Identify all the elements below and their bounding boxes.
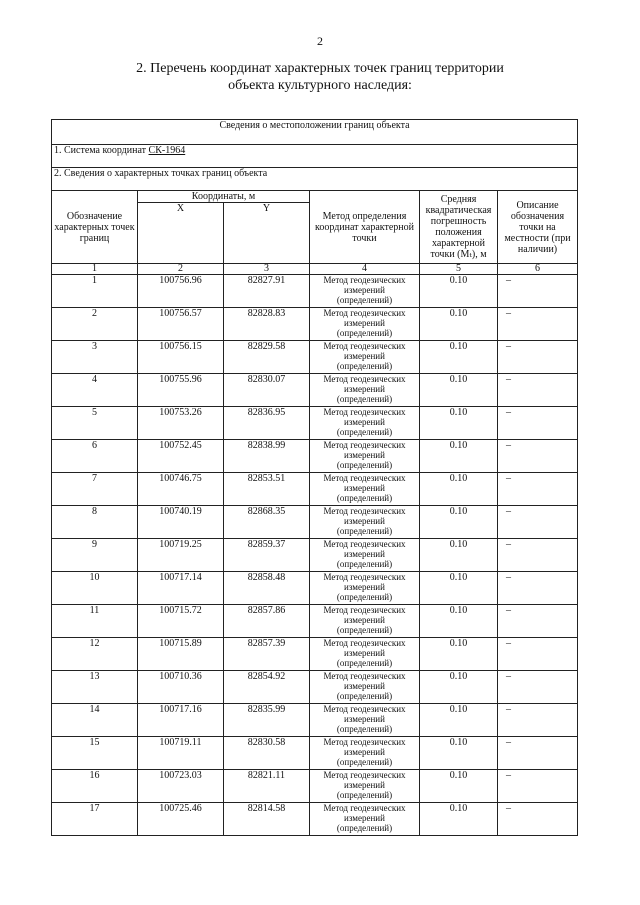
x-coordinate-cell: 100717.14 — [138, 572, 224, 605]
method-text-line: Метод геодезических — [323, 605, 406, 615]
table-row — [52, 638, 578, 671]
y-coordinate-cell: 82868.35 — [224, 506, 310, 539]
error-cell: 0.10 — [420, 374, 498, 407]
error-cell: 0.10 — [420, 473, 498, 506]
method-text-line: (определений) — [336, 394, 393, 404]
description-cell: – — [498, 737, 578, 770]
x-coordinate-cell: 100723.03 — [138, 770, 224, 803]
point-number-cell: 8 — [52, 506, 138, 539]
method-text-line: (определений) — [336, 658, 393, 668]
table-row — [52, 275, 578, 308]
table-row — [52, 671, 578, 704]
point-number-cell: 7 — [52, 473, 138, 506]
error-cell: 0.10 — [420, 572, 498, 605]
method-cell — [310, 671, 420, 704]
method-text-line: измерений — [344, 615, 385, 625]
title-line-1: 2. Перечень координат характерных точек границ территории — [136, 61, 504, 76]
method-text-line: Метод геодезических — [323, 671, 406, 681]
point-number-cell: 1 — [52, 275, 138, 308]
x-coordinate-cell: 100753.26 — [138, 407, 224, 440]
method-cell — [310, 440, 420, 473]
y-coordinate-cell: 82836.95 — [224, 407, 310, 440]
point-number-cell: 12 — [52, 638, 138, 671]
method-text-line: (определений) — [336, 493, 393, 503]
method-text-line: (определений) — [336, 625, 393, 635]
coordinate-system-row — [52, 145, 578, 168]
method-text-line: измерений — [344, 450, 385, 460]
y-coordinate-cell: 82859.37 — [224, 539, 310, 572]
coordinates-table — [51, 119, 578, 836]
y-coordinate-cell: 82858.48 — [224, 572, 310, 605]
y-coordinate-cell: 82857.86 — [224, 605, 310, 638]
y-coordinate-cell: 82835.99 — [224, 704, 310, 737]
description-cell: – — [498, 605, 578, 638]
column-number: 6 — [498, 264, 578, 275]
y-coordinate-cell: 82829.58 — [224, 341, 310, 374]
method-text-line: Метод геодезических — [323, 440, 406, 450]
method-text-line: (определений) — [336, 328, 393, 338]
y-coordinate-cell: 82827.91 — [224, 275, 310, 308]
method-cell — [310, 341, 420, 374]
coordinate-system-label: 1. Система координат — [54, 145, 149, 156]
description-cell: – — [498, 407, 578, 440]
description-cell: – — [498, 275, 578, 308]
y-coordinate-cell: 82814.58 — [224, 803, 310, 836]
y-coordinate-cell: 82853.51 — [224, 473, 310, 506]
method-text-line: (определений) — [336, 460, 393, 470]
method-cell — [310, 473, 420, 506]
method-cell — [310, 275, 420, 308]
table-row — [52, 341, 578, 374]
point-number-cell: 15 — [52, 737, 138, 770]
method-cell — [310, 374, 420, 407]
point-number-cell: 17 — [52, 803, 138, 836]
table-row — [52, 770, 578, 803]
method-text-line: Метод геодезических — [323, 803, 406, 813]
error-cell: 0.10 — [420, 638, 498, 671]
error-cell: 0.10 — [420, 539, 498, 572]
header-error: Средняя квадратическая погрешность положения характерной точки (Mₜ), м — [420, 191, 498, 264]
description-cell: – — [498, 704, 578, 737]
error-cell: 0.10 — [420, 605, 498, 638]
description-cell: – — [498, 440, 578, 473]
method-text-line: измерений — [344, 351, 385, 361]
table-row — [52, 506, 578, 539]
y-coordinate-cell: 82830.07 — [224, 374, 310, 407]
method-cell — [310, 506, 420, 539]
point-number-cell: 16 — [52, 770, 138, 803]
method-cell — [310, 770, 420, 803]
method-text-line: измерений — [344, 681, 385, 691]
table-row — [52, 572, 578, 605]
error-cell: 0.10 — [420, 506, 498, 539]
column-number: 2 — [138, 264, 224, 275]
description-cell: – — [498, 770, 578, 803]
x-coordinate-cell: 100715.89 — [138, 638, 224, 671]
error-cell: 0.10 — [420, 440, 498, 473]
method-text-line: (определений) — [336, 361, 393, 371]
point-number-cell: 6 — [52, 440, 138, 473]
point-number-cell: 3 — [52, 341, 138, 374]
column-number: 5 — [420, 264, 498, 275]
method-text-line: Метод геодезических — [323, 275, 406, 285]
method-cell — [310, 638, 420, 671]
method-text-line: Метод геодезических — [323, 374, 406, 384]
error-cell: 0.10 — [420, 671, 498, 704]
x-coordinate-cell: 100756.96 — [138, 275, 224, 308]
table-row — [52, 473, 578, 506]
x-coordinate-cell: 100740.19 — [138, 506, 224, 539]
method-text-line: измерений — [344, 780, 385, 790]
description-cell: – — [498, 803, 578, 836]
method-text-line: Метод геодезических — [323, 308, 406, 318]
method-cell — [310, 572, 420, 605]
header-x: X — [138, 203, 224, 264]
document-title — [0, 60, 640, 94]
method-cell — [310, 308, 420, 341]
description-cell: – — [498, 341, 578, 374]
error-cell: 0.10 — [420, 407, 498, 440]
description-cell: – — [498, 638, 578, 671]
method-text-line: измерений — [344, 582, 385, 592]
title-line-2: объекта культурного наследия: — [228, 78, 412, 93]
method-text-line: (определений) — [336, 790, 393, 800]
x-coordinate-cell: 100717.16 — [138, 704, 224, 737]
table-row — [52, 440, 578, 473]
coordinate-system-value: СК-1964 — [148, 145, 186, 156]
page-number: 2 — [317, 34, 323, 48]
header-y: Y — [224, 203, 310, 264]
method-text-line: (определений) — [336, 295, 393, 305]
y-coordinate-cell: 82821.11 — [224, 770, 310, 803]
method-text-line: (определений) — [336, 592, 393, 602]
x-coordinate-cell: 100756.57 — [138, 308, 224, 341]
method-text-line: Метод геодезических — [323, 341, 406, 351]
column-number: 1 — [52, 264, 138, 275]
method-text-line: Метод геодезических — [323, 473, 406, 483]
column-number: 3 — [224, 264, 310, 275]
error-cell: 0.10 — [420, 275, 498, 308]
method-text-line: измерений — [344, 285, 385, 295]
y-coordinate-cell: 82828.83 — [224, 308, 310, 341]
method-text-line: Метод геодезических — [323, 506, 406, 516]
x-coordinate-cell: 100755.96 — [138, 374, 224, 407]
method-text-line: измерений — [344, 747, 385, 757]
method-text-line: Метод геодезических — [323, 407, 406, 417]
point-number-cell: 13 — [52, 671, 138, 704]
method-text-line: измерений — [344, 417, 385, 427]
error-cell: 0.10 — [420, 308, 498, 341]
method-text-line: (определений) — [336, 724, 393, 734]
method-cell — [310, 539, 420, 572]
x-coordinate-cell: 100756.15 — [138, 341, 224, 374]
y-coordinate-cell: 82830.58 — [224, 737, 310, 770]
table-row — [52, 374, 578, 407]
method-text-line: Метод геодезических — [323, 572, 406, 582]
point-number-cell: 5 — [52, 407, 138, 440]
description-cell: – — [498, 506, 578, 539]
method-text-line: Метод геодезических — [323, 737, 406, 747]
error-cell: 0.10 — [420, 341, 498, 374]
x-coordinate-cell: 100746.75 — [138, 473, 224, 506]
x-coordinate-cell: 100710.36 — [138, 671, 224, 704]
description-cell: – — [498, 671, 578, 704]
method-cell — [310, 704, 420, 737]
description-cell: – — [498, 539, 578, 572]
method-text-line: (определений) — [336, 559, 393, 569]
table-row — [52, 737, 578, 770]
header-coordinates: Координаты, м — [138, 191, 310, 203]
method-text-line: (определений) — [336, 823, 393, 833]
description-cell: – — [498, 308, 578, 341]
method-text-line: измерений — [344, 516, 385, 526]
point-number-cell: 11 — [52, 605, 138, 638]
method-cell — [310, 407, 420, 440]
point-number-cell: 4 — [52, 374, 138, 407]
method-text-line: Метод геодезических — [323, 704, 406, 714]
x-coordinate-cell: 100725.46 — [138, 803, 224, 836]
method-text-line: измерений — [344, 714, 385, 724]
point-number-cell: 9 — [52, 539, 138, 572]
method-cell — [310, 803, 420, 836]
column-numbers-row — [52, 264, 578, 275]
method-cell — [310, 605, 420, 638]
characteristics-row: 2. Сведения о характерных точках границ объекта — [52, 168, 578, 191]
header-method: Метод определения координат характерной точки — [310, 191, 420, 264]
method-text-line: Метод геодезических — [323, 638, 406, 648]
method-text-line: измерений — [344, 384, 385, 394]
x-coordinate-cell: 100752.45 — [138, 440, 224, 473]
method-text-line: (определений) — [336, 526, 393, 536]
point-number-cell: 10 — [52, 572, 138, 605]
method-text-line: измерений — [344, 318, 385, 328]
method-text-line: измерений — [344, 813, 385, 823]
description-cell: – — [498, 473, 578, 506]
method-text-line: (определений) — [336, 427, 393, 437]
y-coordinate-cell: 82854.92 — [224, 671, 310, 704]
method-text-line: Метод геодезических — [323, 770, 406, 780]
point-number-cell: 2 — [52, 308, 138, 341]
table-banner: Сведения о местоположении границ объекта — [52, 120, 578, 145]
description-cell: – — [498, 374, 578, 407]
x-coordinate-cell: 100719.11 — [138, 737, 224, 770]
point-number-cell: 14 — [52, 704, 138, 737]
table-row — [52, 803, 578, 836]
table-row — [52, 704, 578, 737]
method-text-line: (определений) — [336, 691, 393, 701]
method-text-line: (определений) — [336, 757, 393, 767]
error-cell: 0.10 — [420, 704, 498, 737]
table-row — [52, 539, 578, 572]
method-text-line: измерений — [344, 483, 385, 493]
y-coordinate-cell: 82857.39 — [224, 638, 310, 671]
table-row — [52, 308, 578, 341]
header-description: Описание обозначения точки на местности (при наличии) — [498, 191, 578, 264]
error-cell: 0.10 — [420, 803, 498, 836]
table-row — [52, 605, 578, 638]
table-row — [52, 407, 578, 440]
x-coordinate-cell: 100715.72 — [138, 605, 224, 638]
method-cell — [310, 737, 420, 770]
description-cell: – — [498, 572, 578, 605]
method-text-line: Метод геодезических — [323, 539, 406, 549]
method-text-line: измерений — [344, 648, 385, 658]
header-designation: Обозначение характерных точек границ — [52, 191, 138, 264]
y-coordinate-cell: 82838.99 — [224, 440, 310, 473]
error-cell: 0.10 — [420, 737, 498, 770]
column-number: 4 — [310, 264, 420, 275]
x-coordinate-cell: 100719.25 — [138, 539, 224, 572]
method-text-line: измерений — [344, 549, 385, 559]
error-cell: 0.10 — [420, 770, 498, 803]
